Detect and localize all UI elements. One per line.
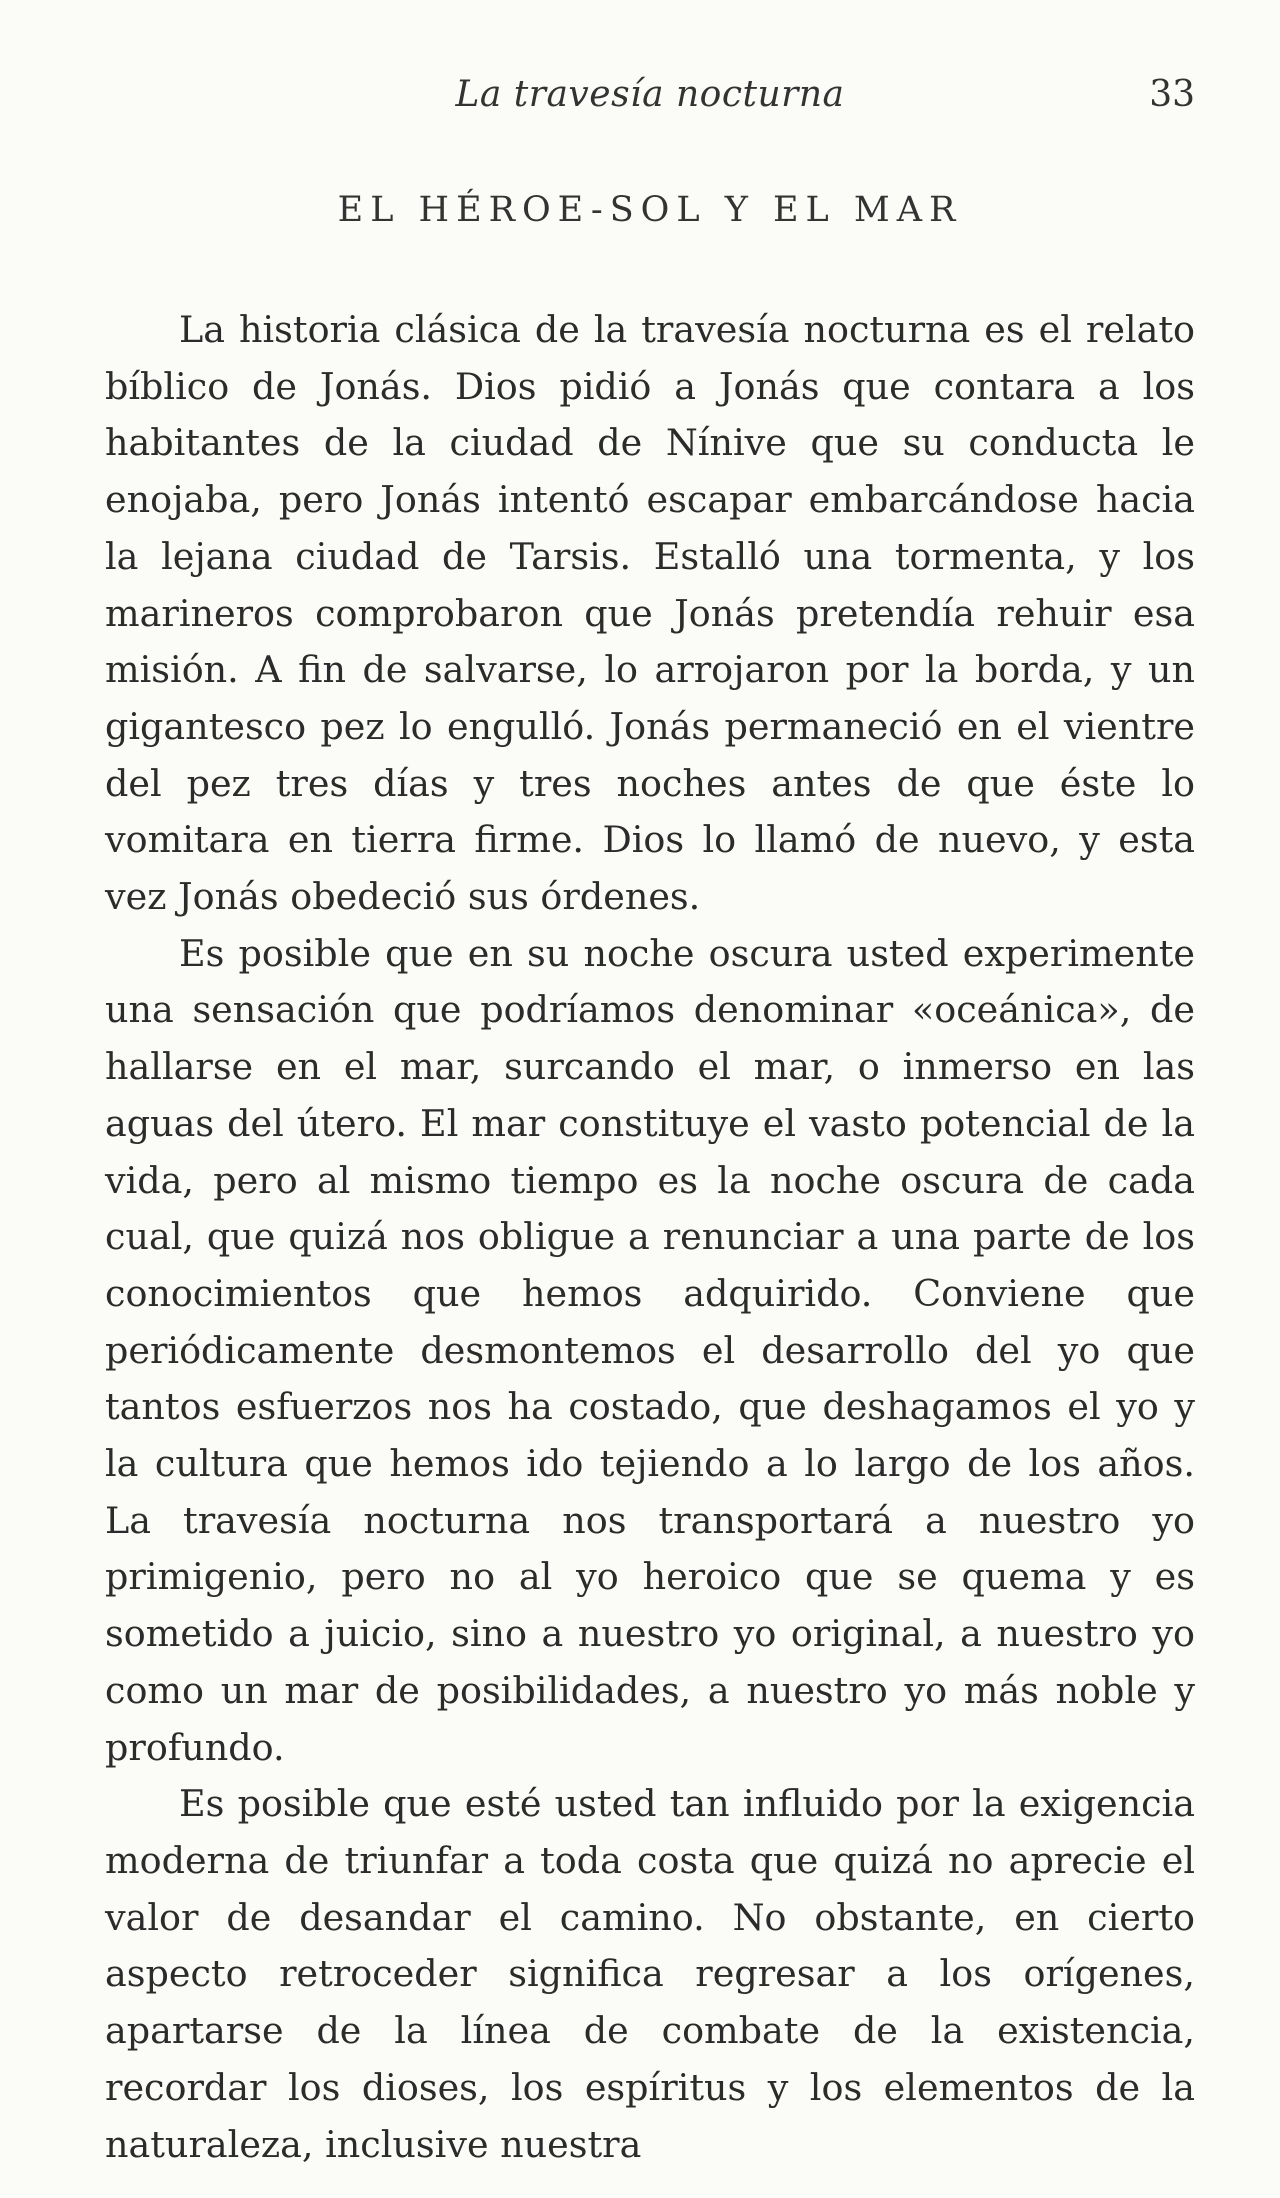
paragraph-3: Es posible que esté usted tan influido por la exigencia moderna de triunfar a toda costa que quizá no aprecie el valor de desandar el camino. No obstante, en cierto aspecto retroceder significa regresar a los orígenes, apartarse de la línea de combate de la existencia, recordar los dioses, los espíritus y los elementos de la naturaleza, inclusive nuestra (105, 1782, 1195, 2166)
paragraph-2: Es posible que en su noche oscura usted experimente una sensación que podríamos denominar «oceánica», de hallarse en el mar, surcando el mar, o inmerso en las aguas del útero. El mar constituye el vasto potencial de la vida, pero al mismo tiempo es la noche oscura de cada cual, que quizá nos obligue a renunciar a una parte de los conocimientos que hemos adquirido. Conviene que periódicamente desmontemos el desarrollo del yo que tantos esfuerzos nos ha costado, que deshagamos el yo y la cultura que hemos ido tejiendo a lo largo de los años. La travesía nocturna nos transportará a nuestro yo primigenio, pero no al yo heroico que se quema y es sometido a juicio, sino a nuestro yo original, a nuestro yo como un mar de posibilidades, a nuestro yo más noble y profundo. (105, 931, 1195, 1769)
paragraph-1: La historia clásica de la travesía nocturna es el relato bíblico de Jonás. Dios pidió a Jonás que contara a los habitantes de la ciudad de Nínive que su conducta le enojaba, pero Jonás intentó escapar embarcándose hacia la lejana ciudad de Tarsis. Estalló una tormenta, y los marineros comprobaron que Jonás pretendía rehuir esa misión. A fin de salvarse, lo arrojaron por la borda, y un gigantesco pez lo engulló. Jonás permaneció en el vientre del pez tres días y tres noches antes de que éste lo vomitara en tierra firme. Dios lo llamó de nuevo, y esta vez Jonás obedeció sus órdenes. (105, 308, 1195, 919)
running-head (105, 74, 1195, 134)
body-text (105, 302, 1195, 2173)
running-title: La travesía nocturna (455, 74, 845, 115)
page-number: 33 (1149, 74, 1195, 115)
section-heading: EL HÉROE-SOL Y EL MAR (337, 190, 963, 230)
